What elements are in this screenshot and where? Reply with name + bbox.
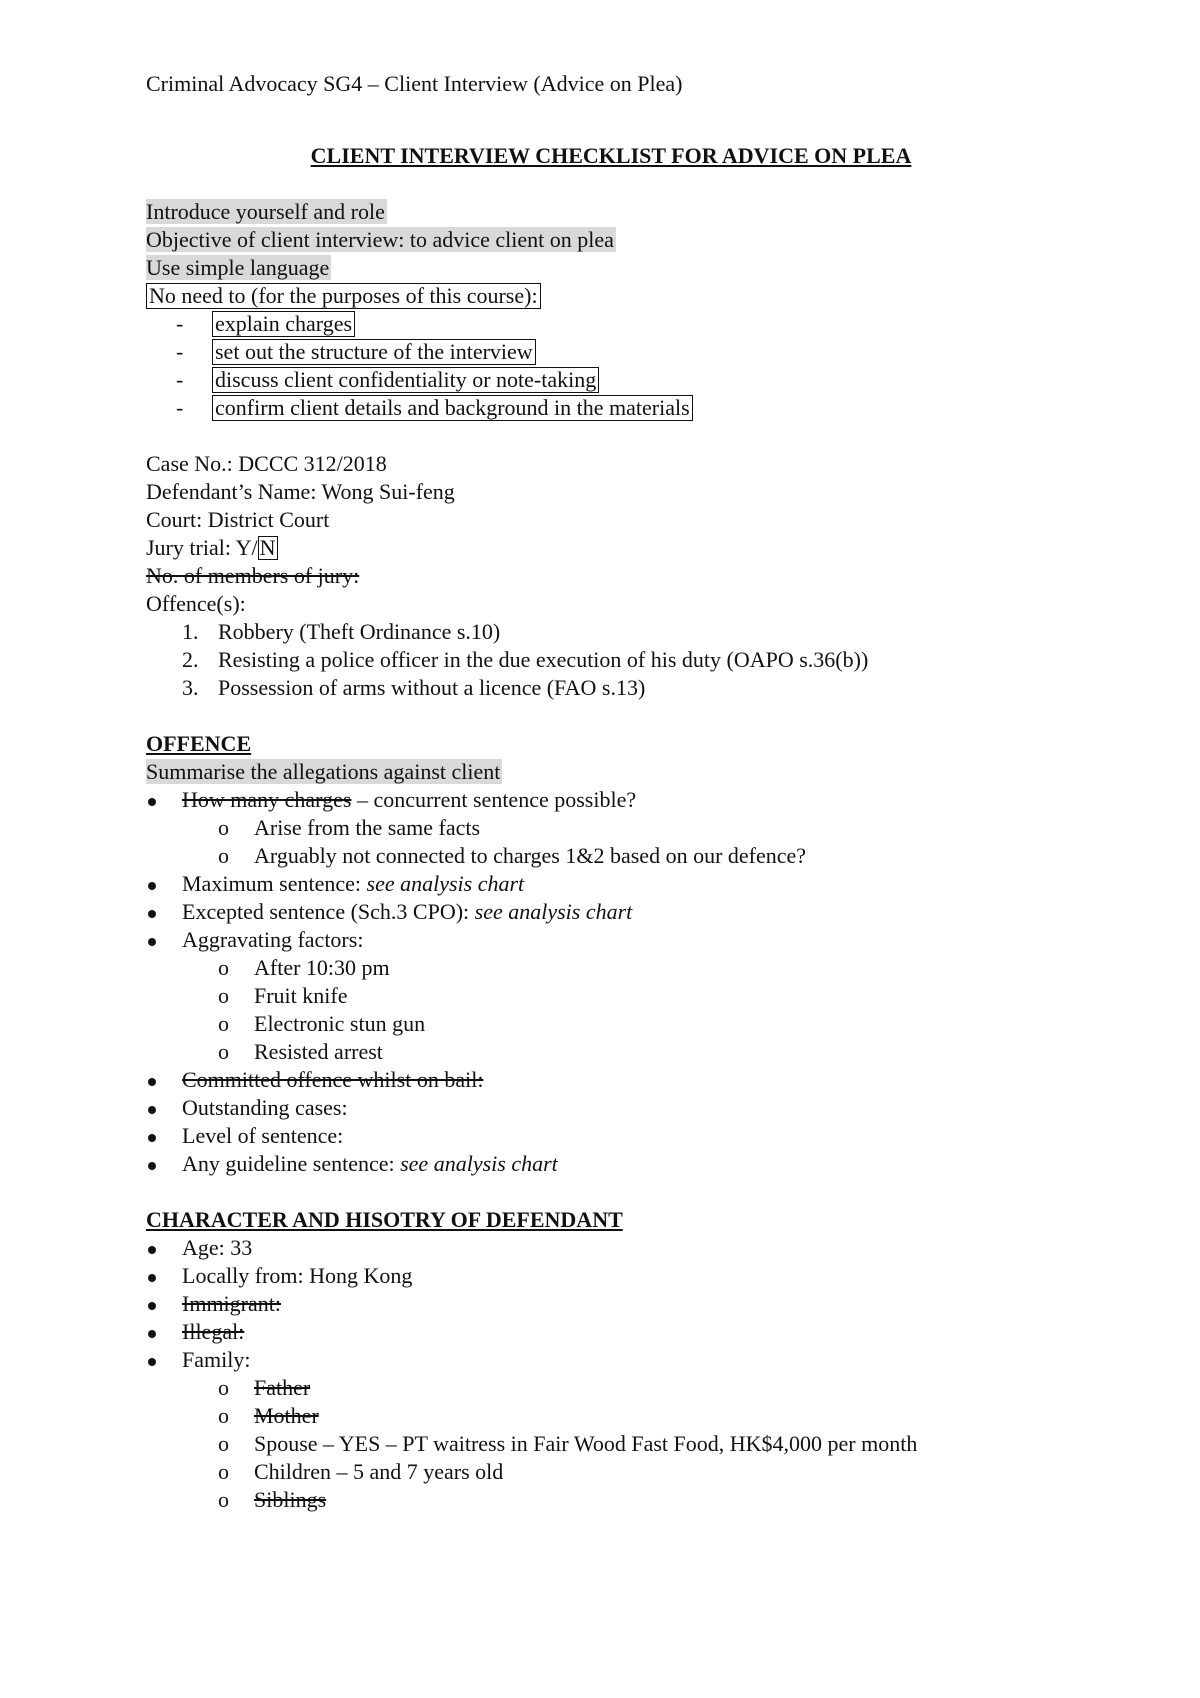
bullet-item [146,898,1076,926]
sub-marker: o [218,1375,229,1400]
sub-marker: o [218,1403,229,1428]
bullet-item [146,1290,1076,1318]
bullet-icon [148,910,156,918]
sub-marker: o [218,1039,229,1064]
no-need-item-text: set out the structure of the interview [212,339,536,365]
bullet-icon [148,1134,156,1142]
document-title: CLIENT INTERVIEW CHECKLIST FOR ADVICE ON PLEA [310,143,912,168]
intro-line-2: Objective of client interview: to advice client on plea [146,227,614,252]
max-sentence-label: Maximum sentence: [182,871,367,896]
sub-item [146,1010,1076,1038]
offence-text: Robbery (Theft Ordinance s.10) [218,619,501,644]
sub-item-text: Fruit knife [254,983,348,1008]
dash-marker: - [176,311,184,336]
guideline-label: Any guideline sentence: [182,1151,401,1176]
jury-members: No. of members of jury: [146,563,360,588]
sub-marker: o [218,1431,229,1456]
no-need-item-text: confirm client details and background in the materials [212,395,693,421]
no-need-item [146,366,1076,394]
no-need-item-text: explain charges [212,311,355,337]
level-text: Level of sentence: [182,1123,344,1148]
bullet-item [146,1346,1076,1374]
dash-marker: - [176,339,184,364]
sub-item [146,842,1076,870]
bullet-item [146,1234,1076,1262]
sub-item [146,1486,1076,1514]
no-need-item-text: discuss client confidentiality or note-taking [212,367,599,393]
bullet-item [146,1150,1076,1178]
bullet-icon [148,1162,156,1170]
family-mother: Mother [254,1403,319,1428]
bullet-icon [148,1274,156,1282]
max-sentence-ref: see analysis chart [366,871,525,896]
jury-trial [146,534,1076,562]
no-need-item [146,338,1076,366]
outstanding-text: Outstanding cases: [182,1095,348,1120]
intro-line-1: Introduce yourself and role [146,199,385,224]
sub-marker: o [218,843,229,868]
bullet-icon [148,1358,156,1366]
bullet-item [146,1262,1076,1290]
bullet-icon [148,882,156,890]
family-spouse: Spouse – YES – PT waitress in Fair Wood Fast Food, HK$4,000 per month [254,1431,918,1456]
sub-item [146,1374,1076,1402]
case-number: Case No.: DCCC 312/2018 [146,451,387,476]
bullet-icon [148,1078,156,1086]
expected-sentence-ref: see analysis chart [474,899,633,924]
sub-marker: o [218,1011,229,1036]
sub-item [146,814,1076,842]
charges-rest: – concurrent sentence possible? [351,787,637,812]
sub-marker: o [218,983,229,1008]
bullet-icon [148,938,156,946]
offences-label: Offence(s): [146,591,246,616]
bail-text: Committed offence whilst on bail: [182,1067,484,1092]
sub-marker: o [218,955,229,980]
sub-item-text: Resisted arrest [254,1039,383,1064]
age-text: Age: 33 [182,1235,253,1260]
aggravating-label: Aggravating factors: [182,927,364,952]
sub-marker: o [218,1459,229,1484]
offence-item: 3. Possession of arms without a licence (FAO s.13) [182,675,646,700]
sub-item [146,954,1076,982]
offence-item: 2. Resisting a police officer in the due execution of his duty (OAPO s.36(b)) [182,647,869,672]
bullet-item [146,1122,1076,1150]
document-page [146,70,1076,1514]
bullet-item [146,1094,1076,1122]
bullet-icon [148,1330,156,1338]
sub-item [146,1430,1076,1458]
jury-selected: N [259,535,276,560]
dash-marker: - [176,395,184,420]
defendant-name: Defendant’s Name: Wong Sui-feng [146,479,455,504]
charges-struck: How many charges [182,787,352,812]
bullet-item [146,1066,1076,1094]
sub-item-text: After 10:30 pm [254,955,390,980]
local-text: Locally from: Hong Kong [182,1263,413,1288]
bullet-item [146,1318,1076,1346]
bullet-icon [148,1302,156,1310]
sub-item [146,1038,1076,1066]
bullet-icon [148,798,156,806]
expected-sentence-label: Excepted sentence (Sch.3 CPO): [182,899,475,924]
illegal-text: Illegal: [182,1319,245,1344]
dash-marker: - [176,367,184,392]
sub-item [146,1458,1076,1486]
sub-item-text: Electronic stun gun [254,1011,426,1036]
no-need-item [146,394,1076,422]
offence-heading: OFFENCE [146,731,252,756]
no-need-box: No need to (for the purposes of this course): [146,283,541,309]
guideline-ref: see analysis chart [400,1151,558,1176]
family-children: Children – 5 and 7 years old [254,1459,504,1484]
intro-line-3: Use simple language [146,255,330,280]
family-father: Father [254,1375,311,1400]
sub-marker: o [218,815,229,840]
bullet-item [146,786,1076,814]
offence-summary: Summarise the allegations against client [146,759,501,784]
court: Court: District Court [146,507,330,532]
bullet-icon [148,1106,156,1114]
offence-text: Possession of arms without a licence (FAO s.13) [218,675,646,700]
no-need-item [146,310,1076,338]
bullet-item [146,926,1076,954]
sub-item [146,1402,1076,1430]
character-heading: CHARACTER AND HISOTRY OF DEFENDANT [146,1207,623,1232]
offence-text: Resisting a police officer in the due execution of his duty (OAPO s.36(b)) [218,647,869,672]
sub-item [146,982,1076,1010]
bullet-icon [148,1246,156,1254]
family-label: Family: [182,1347,251,1372]
offence-item: 1. Robbery (Theft Ordinance s.10) [182,619,501,644]
family-siblings: Siblings [254,1487,327,1512]
sub-marker: o [218,1487,229,1512]
sub-item-text: Arise from the same facts [254,815,481,840]
immigrant-text: Immigrant: [182,1291,281,1316]
jury-trial-label: Jury trial: Y/ [146,535,258,560]
sub-item-text: Arguably not connected to charges 1&2 based on our defence? [254,843,807,868]
document-header: Criminal Advocacy SG4 – Client Interview (Advice on Plea) [146,71,683,96]
bullet-item [146,870,1076,898]
